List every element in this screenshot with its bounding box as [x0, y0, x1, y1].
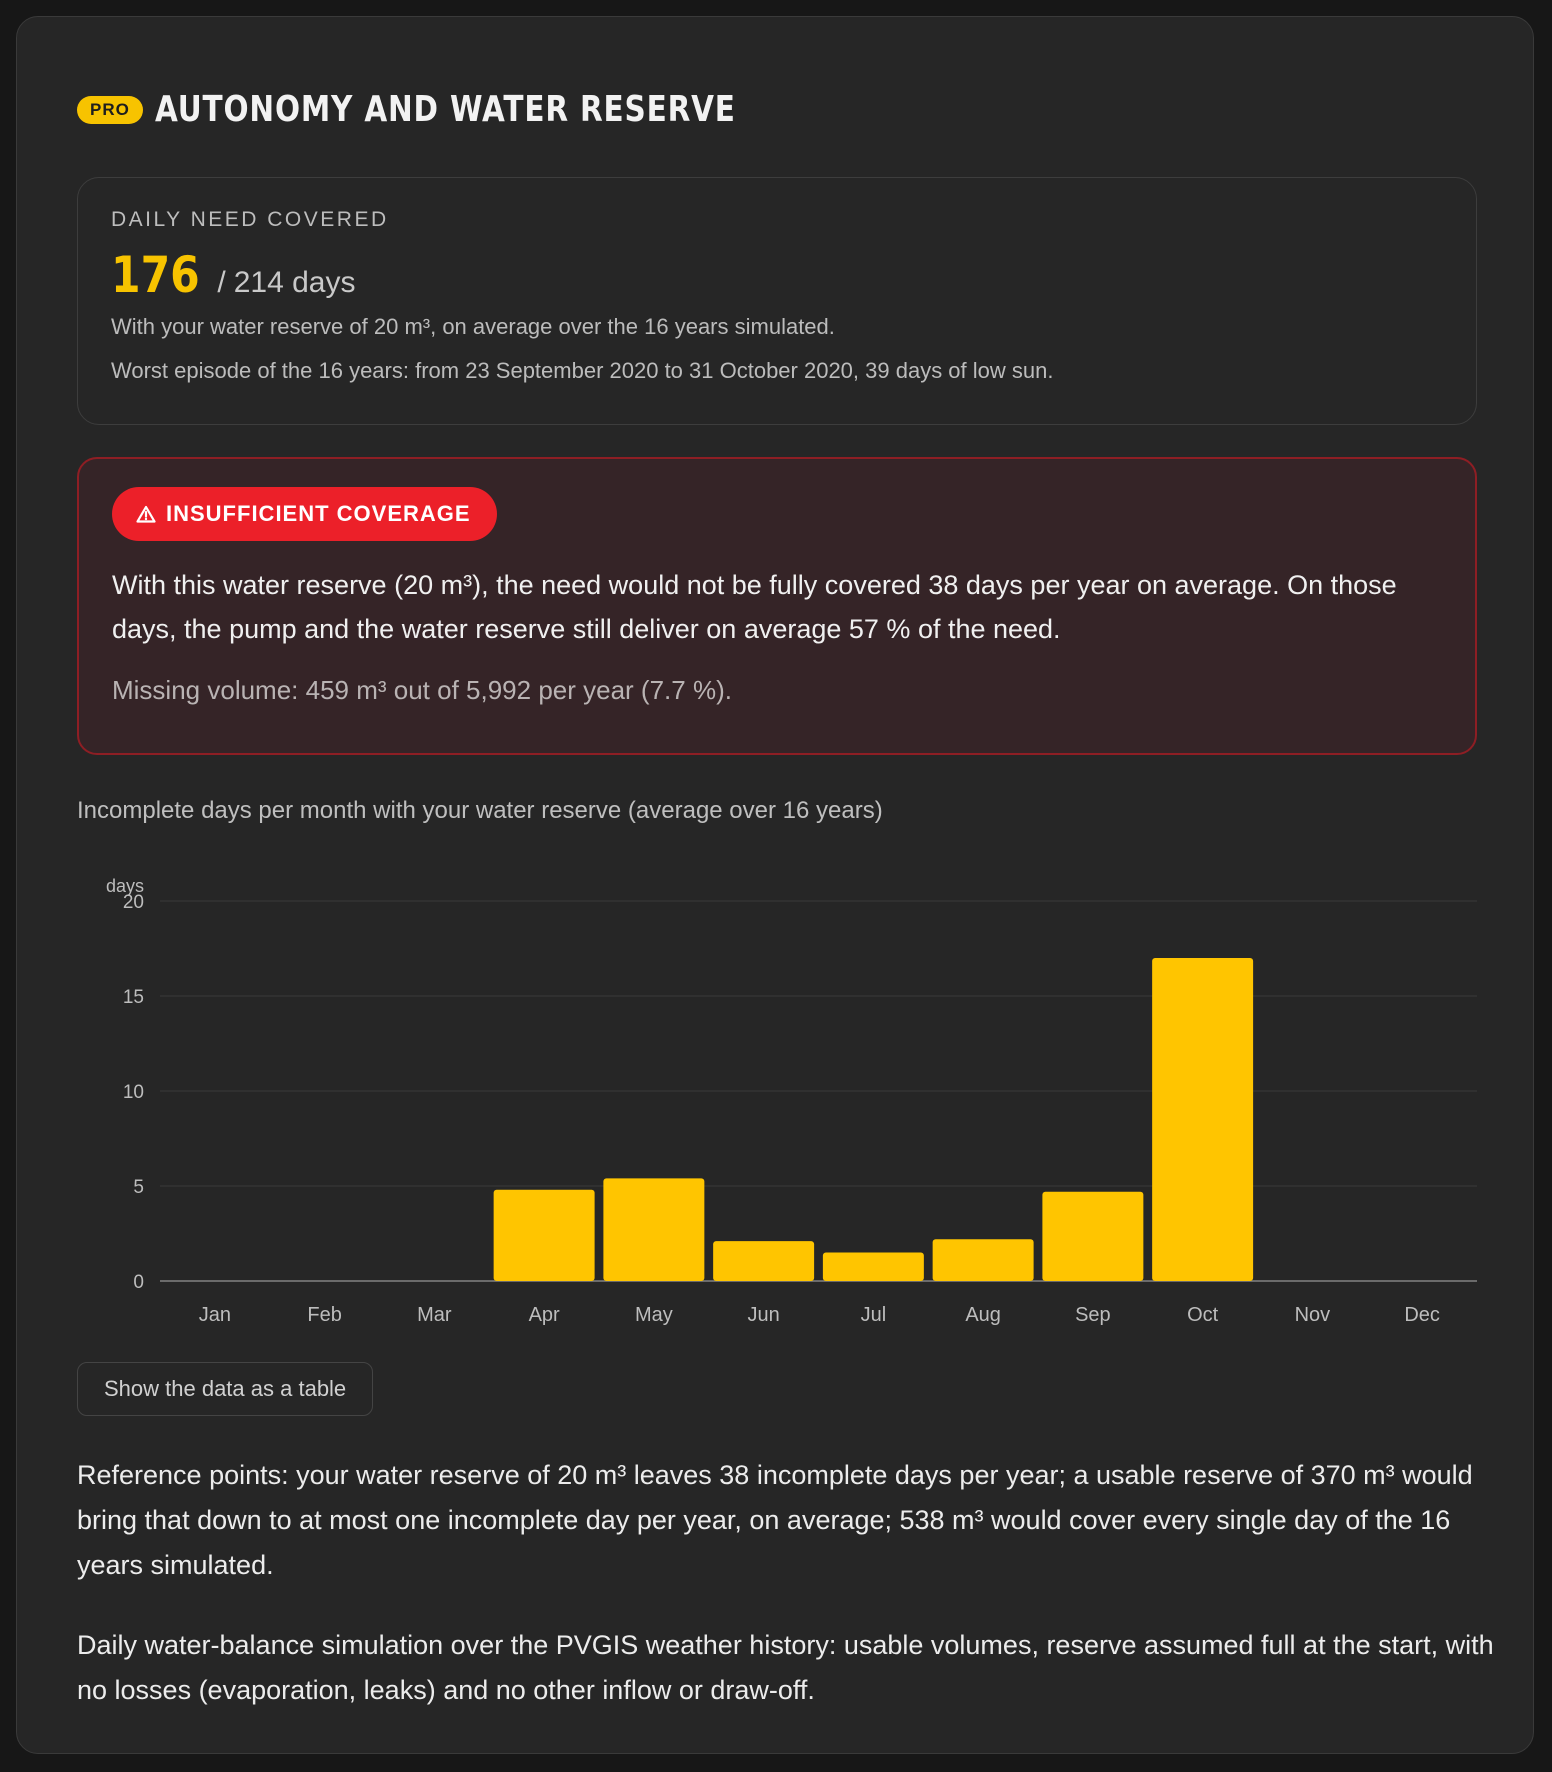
incomplete-days-chart-svg	[77, 863, 1477, 1343]
total-days-value: 214 days	[233, 266, 356, 299]
show-table-button[interactable]: Show the data as a table	[77, 1362, 373, 1416]
bar-aug	[933, 1239, 1034, 1281]
method-paragraph: Daily water-balance simulation over the PVGIS weather history: usable volumes, reserve assumed full at the start, with no losses (evaporation, leaks) and no other inflow or draw-off.	[77, 1630, 1494, 1705]
x-tick-label: Aug	[965, 1304, 1001, 1326]
x-tick-label: Jun	[747, 1304, 780, 1326]
coverage-alert-text: With this water reserve (20 m³), the need would not be fully covered 38 days per year on average. On those days, the pump and the water reserve still deliver on average 57 % of the need.	[112, 570, 1397, 644]
x-tick-label: Jul	[860, 1304, 887, 1326]
y-tick-label: 20	[122, 892, 144, 913]
bar-jun	[713, 1241, 814, 1281]
reference-points-paragraph: Reference points: your water reserve of 20 m³ leaves 38 incomplete days per year; a usable reserve of 370 m³ would bring that down to at most one incomplete day per year, on average; 538 m³ would cover every single day of the 16 years simulated.	[77, 1460, 1473, 1580]
covered-days-separator: /	[217, 266, 226, 299]
reserve-note: With your water reserve of 20 m³, on average over the 16 years simulated.	[111, 314, 835, 339]
bar-sep	[1042, 1192, 1143, 1281]
x-tick-label: May	[634, 1304, 673, 1326]
y-tick-label: 15	[122, 987, 144, 1008]
x-tick-label: Feb	[307, 1304, 342, 1326]
covered-days-row	[111, 246, 1443, 304]
missing-volume-text: Missing volume: 459 m³ out of 5,992 per year (7.7 %).	[112, 675, 732, 705]
covered-days-value: 176	[111, 246, 200, 304]
bar-may	[603, 1178, 704, 1281]
insufficient-coverage-label: INSUFFICIENT COVERAGE	[166, 501, 471, 526]
section-title: AUTONOMY AND WATER RESERVE	[154, 89, 736, 130]
incomplete-days-chart	[77, 863, 1477, 1343]
x-tick-label: Oct	[1187, 1304, 1219, 1326]
daily-need-eyebrow: DAILY NEED COVERED	[111, 208, 389, 231]
bar-jul	[823, 1253, 924, 1282]
bar-oct	[1152, 958, 1253, 1281]
pro-badge: PRO	[77, 96, 143, 124]
x-tick-label: Nov	[1294, 1304, 1331, 1326]
warning-triangle-icon	[136, 505, 156, 523]
y-tick-label: 0	[133, 1272, 144, 1293]
y-tick-label: 5	[133, 1177, 144, 1198]
worst-episode-note: Worst episode of the 16 years: from 23 September 2020 to 31 October 2020, 39 days of low sun.	[111, 358, 1054, 383]
autonomy-panel	[16, 16, 1534, 1754]
section-header	[77, 89, 863, 130]
bar-apr	[494, 1190, 595, 1281]
x-tick-label: Sep	[1075, 1304, 1111, 1326]
coverage-alert-card	[77, 457, 1477, 755]
x-tick-label: Apr	[528, 1304, 560, 1326]
y-tick-label: 10	[122, 1082, 144, 1103]
x-tick-label: Dec	[1404, 1304, 1440, 1326]
insufficient-coverage-badge	[112, 487, 497, 541]
y-axis-label: days	[105, 876, 144, 896]
chart-caption: Incomplete days per month with your water reserve (average over 16 years)	[77, 797, 883, 824]
daily-need-card	[77, 177, 1477, 425]
x-tick-label: Mar	[417, 1304, 452, 1326]
x-tick-label: Jan	[198, 1304, 231, 1326]
